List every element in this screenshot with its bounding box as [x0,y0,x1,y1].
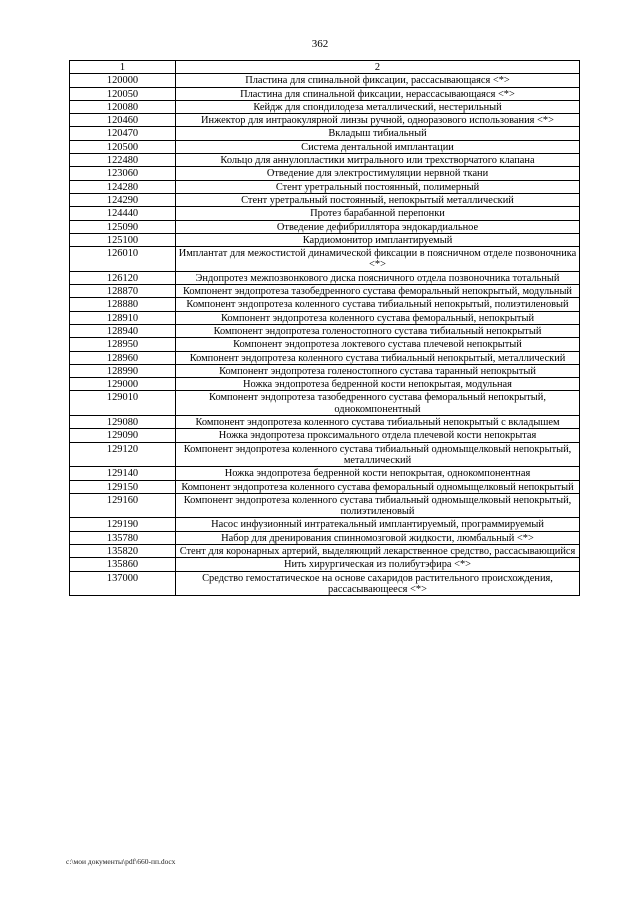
table-row [70,298,580,311]
table-row [70,338,580,351]
row-code-cell: 128870 [70,285,176,298]
row-code-cell: 129150 [70,480,176,493]
table-row [70,140,580,153]
row-code-cell: 120470 [70,127,176,140]
row-name-cell: Имплантат для межостистой динамической фиксации в поясничном отделе позвоночника <*> [176,247,580,272]
row-code-cell: 120000 [70,74,176,87]
table-row [70,311,580,324]
row-code-cell: 135820 [70,544,176,557]
row-name-cell: Система дентальной имплантации [176,140,580,153]
row-name-cell: Кейдж для спондилодеза металлический, нестерильный [176,100,580,113]
table-row [70,285,580,298]
table-row [70,518,580,531]
row-name-cell: Компонент эндопротеза коленного сустава тибиальный непокрытый, металлический [176,351,580,364]
table-row [70,467,580,480]
row-name-cell: Компонент эндопротеза голеностопного сустава тибиальный непокрытый [176,324,580,337]
row-code-cell: 129120 [70,442,176,467]
row-name-cell: Компонент эндопротеза коленного сустава тибиальный непокрытый, полиэтиленовый [176,298,580,311]
row-name-cell: Пластина для спинальной фиксации, нерассасывающаяся <*> [176,87,580,100]
row-name-cell: Пластина для спинальной фиксации, рассасывающаяся <*> [176,74,580,87]
row-code-cell: 124290 [70,193,176,206]
row-code-cell: 120460 [70,114,176,127]
row-code-cell: 129000 [70,378,176,391]
row-code-cell: 122480 [70,154,176,167]
column-header-name: 2 [176,61,580,74]
row-name-cell: Кардиомонитор имплантируемый [176,233,580,246]
table-row [70,207,580,220]
row-name-cell: Эндопротез межпозвонкового диска поясничного отдела позвоночника тотальный [176,271,580,284]
row-name-cell: Компонент эндопротеза локтевого сустава плечевой непокрытый [176,338,580,351]
table-row [70,114,580,127]
table-row [70,493,580,518]
row-code-cell: 124280 [70,180,176,193]
row-code-cell: 126010 [70,247,176,272]
table-row [70,544,580,557]
table-row [70,271,580,284]
table-row [70,247,580,272]
row-code-cell: 129190 [70,518,176,531]
row-code-cell: 129160 [70,493,176,518]
row-name-cell: Компонент эндопротеза тазобедренного сустава феморальный непокрытый, модульный [176,285,580,298]
row-name-cell: Компонент эндопротеза коленного сустава феморальный, непокрытый [176,311,580,324]
row-code-cell: 126120 [70,271,176,284]
footer-file-path: c:\мои документы\pdf\660-пп.docx [66,857,176,866]
row-code-cell: 128910 [70,311,176,324]
row-code-cell: 129140 [70,467,176,480]
row-name-cell: Стент уретральный постоянный, непокрытый металлический [176,193,580,206]
row-name-cell: Отведение для электростимуляции нервной ткани [176,167,580,180]
page-number: 362 [311,38,329,50]
column-header-code: 1 [70,61,176,74]
row-name-cell: Насос инфузионный интратекальный имплантируемый, программируемый [176,518,580,531]
row-code-cell: 128960 [70,351,176,364]
table-row [70,180,580,193]
row-code-cell: 120050 [70,87,176,100]
table-row [70,220,580,233]
table-header-row [70,61,580,74]
table-row [70,324,580,337]
row-name-cell: Кольцо для аннулопластики митрального или трехстворчатого клапана [176,154,580,167]
table-body [70,61,580,596]
row-code-cell: 124440 [70,207,176,220]
row-name-cell: Протез барабанной перепонки [176,207,580,220]
row-name-cell: Нить хирургическая из полибутэфира <*> [176,558,580,571]
table-row [70,480,580,493]
row-code-cell: 120500 [70,140,176,153]
table-row [70,378,580,391]
row-code-cell: 128950 [70,338,176,351]
row-code-cell: 128940 [70,324,176,337]
table-row [70,74,580,87]
row-code-cell: 129080 [70,416,176,429]
row-code-cell: 129090 [70,429,176,442]
row-name-cell: Ножка эндопротеза бедренной кости непокрытая, модульная [176,378,580,391]
table-row [70,154,580,167]
table-row [70,531,580,544]
device-code-table [69,60,580,596]
table-row [70,193,580,206]
row-name-cell: Компонент эндопротеза коленного сустава феморальный одномыщелковый непокрытый [176,480,580,493]
row-name-cell: Ножка эндопротеза проксимального отдела плечевой кости непокрытая [176,429,580,442]
row-name-cell: Стент для коронарных артерий, выделяющий лекарственное средство, рассасывающийся [176,544,580,557]
row-name-cell: Компонент эндопротеза голеностопного сустава таранный непокрытый [176,364,580,377]
table-row [70,364,580,377]
row-name-cell: Средство гемостатическое на основе сахаридов растительного происхождения, рассасывающееся <*> [176,571,580,596]
row-name-cell: Компонент эндопротеза коленного сустава тибиальный одномыщелковый непокрытый, металлический [176,442,580,467]
row-name-cell: Отведение дефибриллятора эндокардиальное [176,220,580,233]
row-name-cell: Ножка эндопротеза бедренной кости непокрытая, однокомпонентная [176,467,580,480]
row-code-cell: 123060 [70,167,176,180]
table-row [70,87,580,100]
table-row [70,571,580,596]
row-code-cell: 125090 [70,220,176,233]
row-code-cell: 135860 [70,558,176,571]
table-row [70,416,580,429]
row-code-cell: 129010 [70,391,176,416]
row-name-cell: Компонент эндопротеза коленного сустава тибиальный одномыщелковый непокрытый, полиэтиленовый [176,493,580,518]
table-row [70,351,580,364]
row-code-cell: 128880 [70,298,176,311]
table-row [70,167,580,180]
row-name-cell: Компонент эндопротеза тазобедренного сустава феморальный непокрытый, однокомпонентный [176,391,580,416]
table-row [70,429,580,442]
row-name-cell: Стент уретральный постоянный, полимерный [176,180,580,193]
row-code-cell: 128990 [70,364,176,377]
row-name-cell: Набор для дренирования спинномозговой жидкости, люмбальный <*> [176,531,580,544]
table-row [70,233,580,246]
row-code-cell: 125100 [70,233,176,246]
row-code-cell: 120080 [70,100,176,113]
table-row [70,100,580,113]
row-name-cell: Вкладыш тибиальный [176,127,580,140]
table-row [70,558,580,571]
row-name-cell: Компонент эндопротеза коленного сустава тибиальный непокрытый с вкладышем [176,416,580,429]
table-row [70,127,580,140]
row-code-cell: 137000 [70,571,176,596]
row-code-cell: 135780 [70,531,176,544]
table-row [70,391,580,416]
row-name-cell: Инжектор для интраокулярной линзы ручной, одноразового использования <*> [176,114,580,127]
table-row [70,442,580,467]
